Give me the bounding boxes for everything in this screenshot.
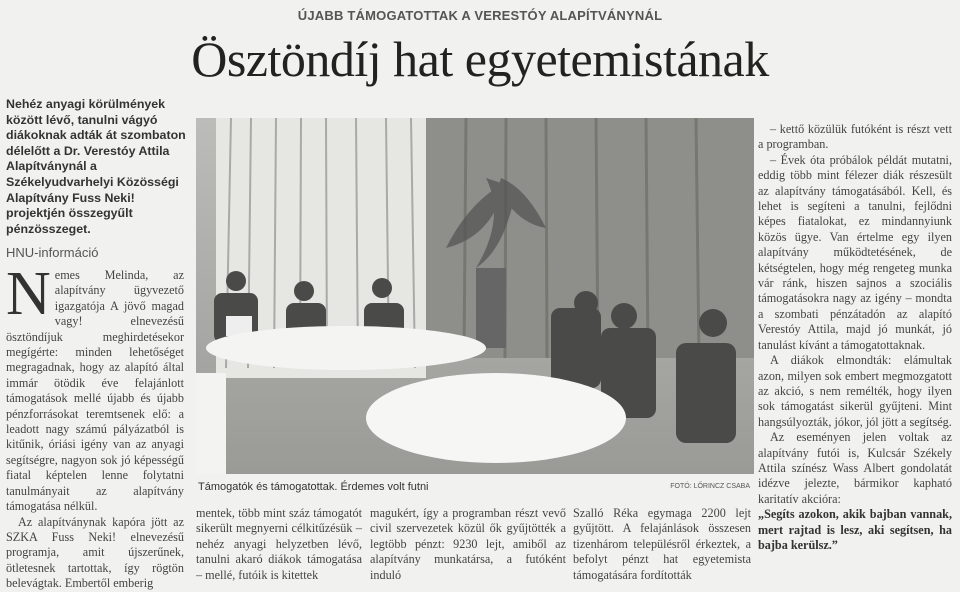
- photo-credit: FOTÓ: LŐRINCZ CSABA: [670, 483, 750, 490]
- article-source: HNU-információ: [6, 245, 99, 260]
- paragraph: [6, 260, 184, 515]
- article-column-1b: [196, 506, 362, 583]
- paragraph: mentek, több mint száz támogatót sikerült megnyerni célkitűzésük – nehéz anyagi helyzetben lévő, tanulni akaró diákok támogatása – mellé, futóik is kitettek: [196, 506, 362, 582]
- paragraph: magukért, így a programban részt vevő civil szervezetek közül ők gyűjtötték a legtöbb pénzt: 9230 lejt, amiből az alapítvány munkatársa, a futóként induló: [370, 506, 566, 582]
- photo-illustration: [196, 118, 754, 474]
- drop-cap: N: [6, 260, 51, 328]
- article-photo: [196, 118, 754, 474]
- photo-caption: Támogatók és támogatottak. Érdemes volt futni: [198, 481, 429, 493]
- article-kicker: ÚJABB TÁMOGATOTTAK A VERESTÓY ALAPÍTVÁNYNÁL: [297, 8, 663, 23]
- paragraph: – kettő közülük futóként is részt vett a programban.: [758, 122, 952, 152]
- article-headline: Ösztöndíj hat egyetemistának: [191, 31, 769, 87]
- paragraph: Az alapítványnak kapóra jött az SZKA Fuss Neki! elnevezésű programja, amit újszerűnek, ötletesnek tartottak, így rögtön belevágtak. Embertől emberig: [6, 514, 184, 591]
- article-column-2: [370, 506, 566, 583]
- article-lead: Nehéz anyagi körülmények között lévő, tanulni vágyó diákoknak adták át szombaton délelőtt a Dr. Verestóy Attila Alapítványnál a Székelyudvarhelyi Közösségi Alapítvány Fuss Neki! projektjén összegyűlt pénzösszeget.: [6, 97, 186, 236]
- article-column-4: [758, 122, 952, 553]
- paragraph: Az eseményen jelen voltak az alapítvány futói is, Kulcsár Székely Attila színész Wass Albert gondolatát idézve jelezte, bármikor kapható karitatív akcióra:: [758, 430, 952, 506]
- article-column-1: [6, 260, 184, 592]
- paragraph: A diákok elmondták: elámultak azon, milyen sok embert megmozgatott az akció, s nem remélték, hogy ilyen sok támogatást sikerül gyűjteni. Mint hangsúlyozták, jókor, jól jött a segítség.: [758, 353, 952, 429]
- quote-paragraph: „Segíts azokon, akik bajban vannak, mert rajtad is lesz, aki segítsen, ha bajba kerülsz.”: [758, 507, 952, 552]
- article-column-3: [573, 506, 751, 583]
- paragraph-text: emes Melinda, az alapítvány ügyvezető igazgatója A jövő magad vagy! elnevezésű ösztöndíjuk meghirdetésekor megígérte: minden lehetőséget megragadnak, hogy az alapító által immár ötödik éve felajánlott támogatások mellé újabb és újabb pénzforrásokat teremtsenek elő: a leadott nagy számú pályázatból is kitűnik, óriási igény van az anyagi segítségre, nagyon sok jó képességű fiatal képtelen lenne folytatni tanulmányait az alapítvány támogatása nélkül.: [6, 268, 184, 514]
- paragraph: – Évek óta próbálok példát mutatni, eddig több mint félezer diák részesült az alapítvány támogatásából. Kell, és lehet is segíteni a tanulni, fejlődni képes fiatalokat, ez mindannyiunk közös ügye. Van értelme egy ilyen alapítvány működtetésének, de kétségtelen, hogy még rengeteg munka vár ránk, hiszen sajnos a szociális támogatásokra nagy az igény – mondta a szombati pénzátadón az alapító Verestóy Attila, majd jó munkát, jó tanulást kívánt a támogatottaknak.: [758, 152, 952, 352]
- paragraph: Szalló Réka egymaga 2200 lejt gyűjtött. A felajánlások összesen tizenhárom településről érkeztek, a befolyt pénzt hat egyetemista támogatására fordították: [573, 506, 751, 582]
